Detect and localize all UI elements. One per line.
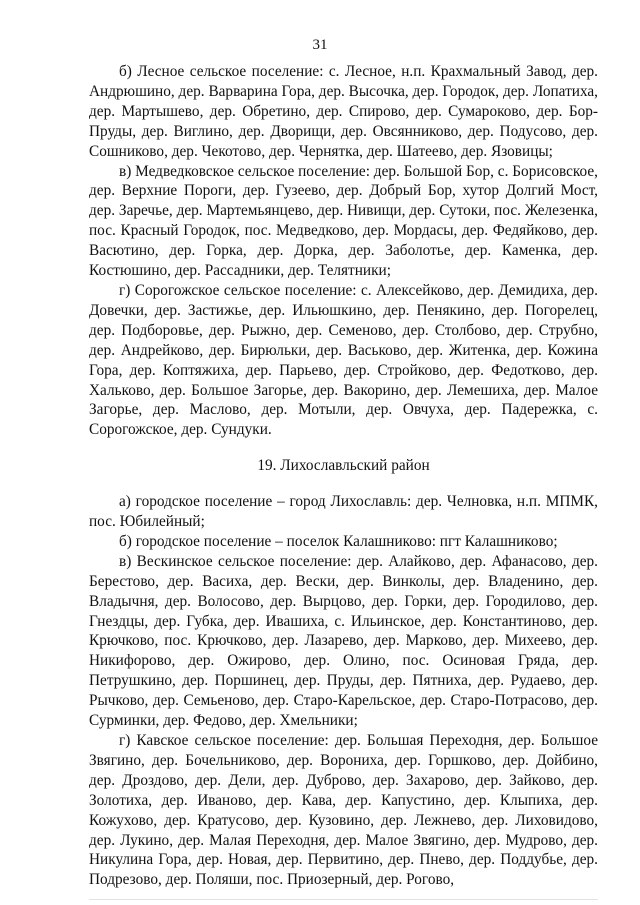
paragraph-likhoslavl-town: а) городское поселение – город Лихославль: дер. Челновка, н.п. МПМК, пос. Юбилейный; [89, 493, 598, 531]
page-number: 31 [312, 37, 328, 53]
paragraph-kalashnikovo: б) городское поселение – поселок Калашниково: пгт Калашниково; [119, 532, 558, 550]
paragraph-lesnoe: б) Лесное сельское поселение: с. Лесное, н.п. Крахмальный Завод, дер. Андрюшино, дер. Варварина Гора, дер. Высочка, дер. Городок, дер. Лопатиха, дер. Мартышево, дер. Обретино, дер. Спирово, дер. Сумароково, дер. Бор-Пруды, дер. Виглино, дер. Дворищи, дер. Овсянниково, дер. Подусово, дер. Сошниково, дер. Чекотово, дер. Чернятка, дер. Шатеево, дер. Язовицы; [89, 63, 598, 160]
document-body [89, 62, 598, 890]
scan-edge-line [89, 899, 598, 900]
section-heading: 19. Лихославльский район [257, 457, 430, 475]
paragraph-sorogozhskoe: г) Сорогожское сельское поселение: с. Алексейково, дер. Демидиха, дер. Довечки, дер. Застижье, дер. Ильюшкино, дер. Пенякино, дер. Погорелец, дер. Подборовье, дер. Рыжно, дер. Семеново, дер. Столбово, дер. Струбно, дер. Андрейково, дер. Бирюльки, дер. Васьково, дер. Житенка, дер. Кожина Гора, дер. Коптяжиха, дер. Парьево, дер. Стройково, дер. Федотково, дер. Хальково, дер. Большое Загорье, дер. Вакорино, дер. Лемешиха, дер. Малое Загорье, дер. Маслово, дер. Мотыли, дер. Овчуха, дер. Падережка, с. Сорогожское, дер. Сундуки. [89, 281, 598, 439]
paragraph-kavskoe: г) Кавское сельское поселение: дер. Большая Переходня, дер. Большое Звягино, дер. Бочельниково, дер. Ворониха, дер. Горшково, дер. Дойбино, дер. Дроздово, дер. Дели, дер. Дуброво, дер. Захарово, дер. Зайково, дер. Золотиха, дер. Иваново, дер. Кава, дер. Капустино, дер. Клыпиха, дер. Кожухово, дер. Кратусово, дер. Кузовино, дер. Лежнево, дер. Лиховидово, дер. Лукино, дер. Малая Переходня, дер. Малое Звягино, дер. Мудрово, дер. Никулина Гора, дер. Новая, дер. Первитино, дер. Пнево, дер. Поддубье, дер. Подрезово, дер. Поляши, пос. Приозерный, дер. Рогово, [89, 732, 598, 889]
paragraph-medvedkovskoe: в) Медведковское сельское поселение: дер. Большой Бор, с. Борисовское, дер. Верхние Пороги, дер. Гузеево, дер. Добрый Бор, хутор Долгий Мост, дер. Заречье, дер. Мартемьянцево, дер. Нивищи, дер. Сутоки, пос. Железенка, пос. Красный Городок, пос. Медведково, дер. Мордасы, дер. Федяйково, дер. Васютино, дер. Горка, дер. Дорка, дер. Заболотье, дер. Каменка, дер. Костюшино, дер. Рассадники, дер. Телятники; [89, 162, 598, 280]
paragraph-veskinskoe: в) Вескинское сельское поселение: дер. Алайково, дер. Афанасово, дер. Берестово, дер. Васиха, дер. Вески, дер. Винколы, дер. Владенино, дер. Владычня, дер. Волосово, дер. Вырцово, дер. Горки, дер. Городилово, дер. Гнездцы, дер. Губка, дер. Ивашиха, с. Ильинское, дер. Константиново, дер. Крючково, пос. Крючково, дер. Лазарево, дер. Марково, дер. Михеево, дер. Никифорово, дер. Ожирово, дер. Олино, пос. Осиновая Гряда, дер. Петрушкино, дер. Поршинец, дер. Пруды, дер. Пятниха, дер. Рудаево, дер. Рычково, дер. Семьеново, дер. Старо-Карельское, дер. Старо-Потрасово, дер. Сурминки, дер. Федово, дер. Хмельники; [89, 552, 598, 730]
